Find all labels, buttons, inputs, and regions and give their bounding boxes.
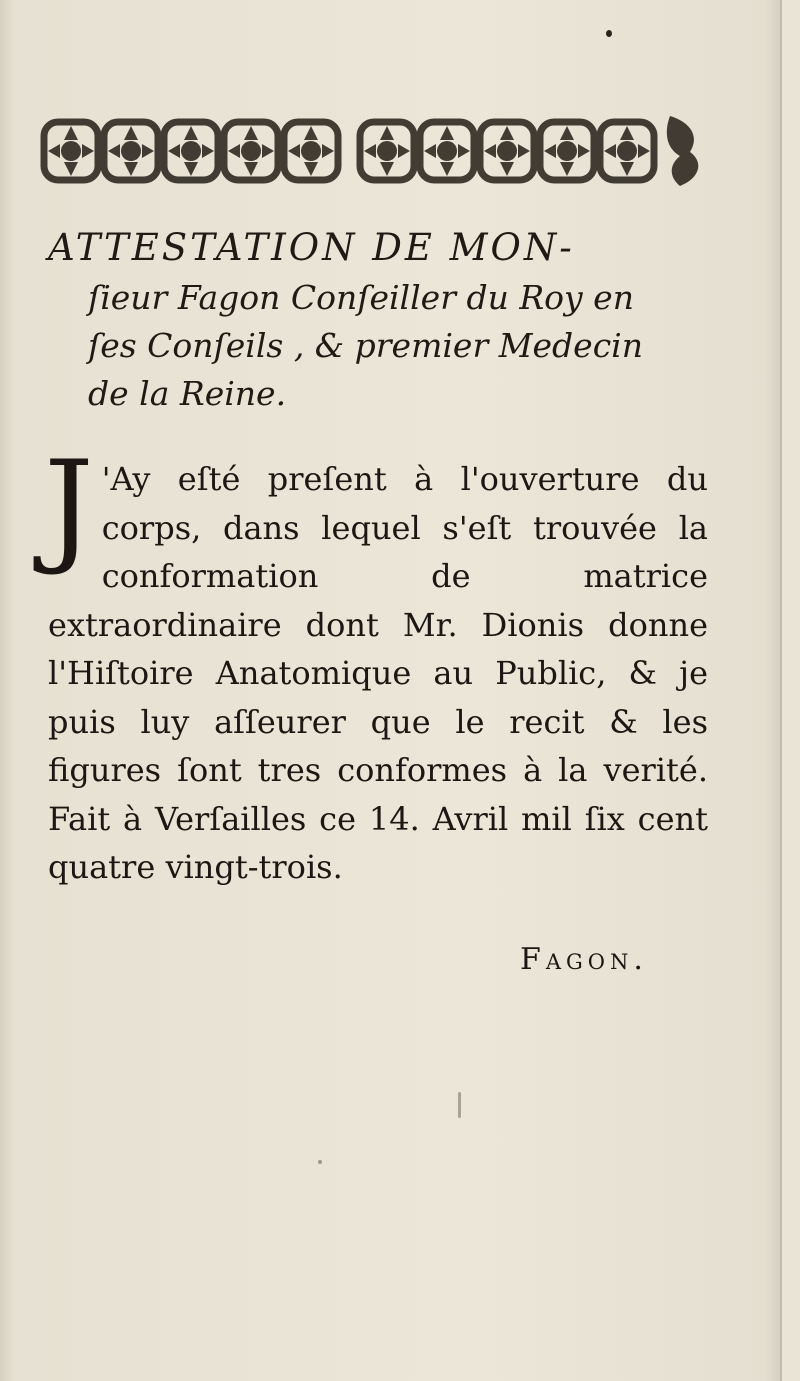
ink-speck	[458, 1092, 461, 1118]
fleuron-band-icon	[40, 112, 710, 192]
ink-speck	[318, 1160, 322, 1164]
title-line-1: ATTESTATION DE MON-	[48, 226, 575, 269]
ornamental-headpiece	[40, 112, 710, 192]
attestation-text: 'Ay eſté preſent à l'ouverture du corps, dans lequel s'eſt trouvée la conformation de matrice extraordinaire dont Mr. Dionis donne l'Hiſtoire Anatomique au Public, & je puis luy aſſeurer que le recit & les figures ſont tres conformes à la verité. Fait à Verſailles ce 14. Avril mil ſix cent quatre vingt-trois.	[48, 460, 708, 886]
drop-cap: J	[44, 435, 94, 579]
page-edge-shadow	[764, 0, 782, 1381]
signature: Fagon.	[520, 942, 648, 977]
attestation-title	[48, 222, 738, 418]
ink-speck	[606, 30, 612, 37]
attestation-body	[44, 435, 708, 892]
title-continuation: ſieur Fagon Conſeiller du Roy en ſes Conſeils , & premier Medecin de la Reine.	[88, 278, 643, 413]
